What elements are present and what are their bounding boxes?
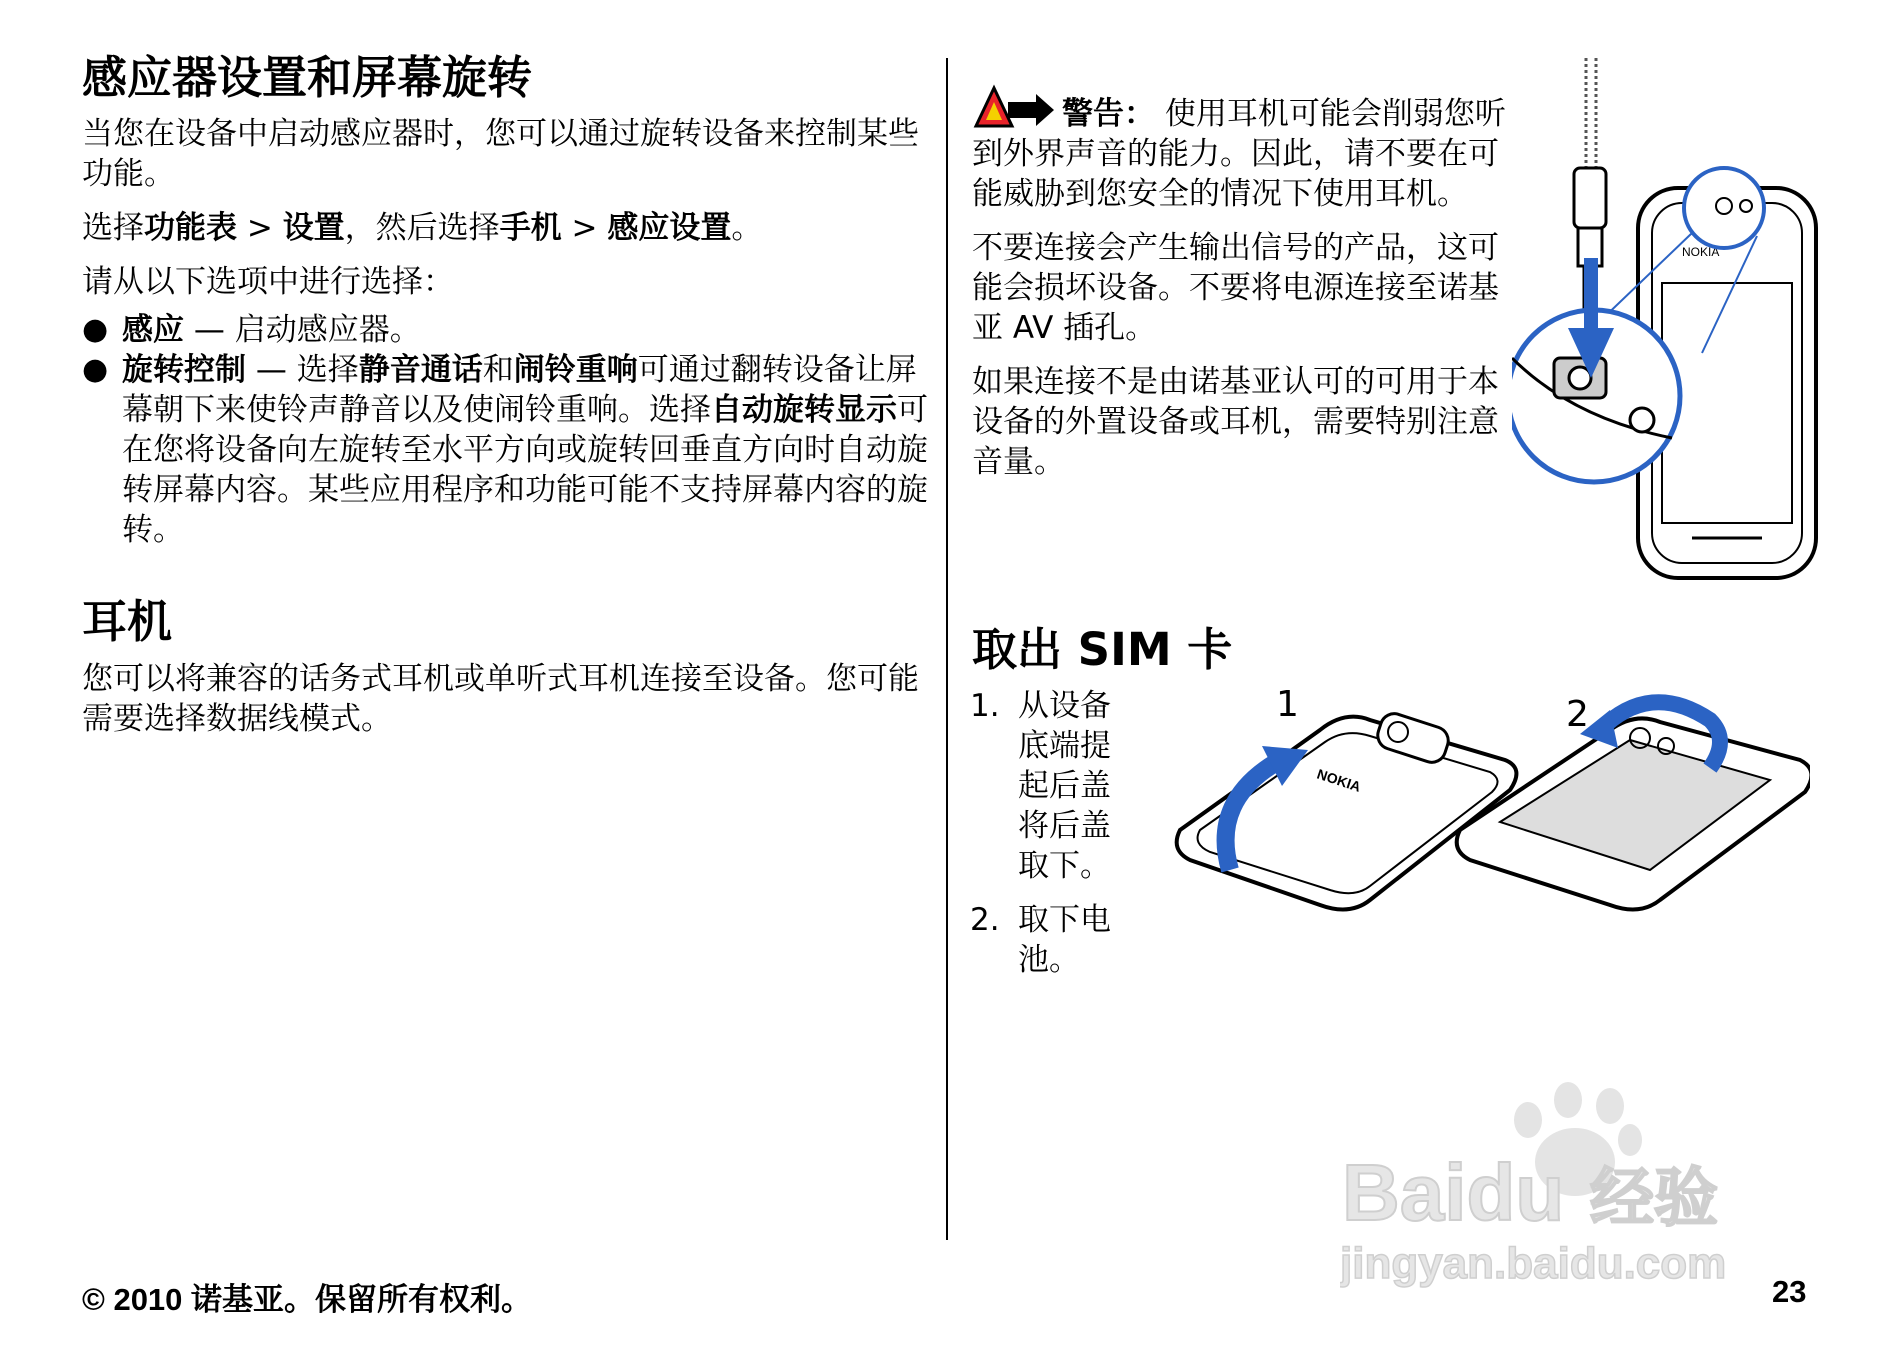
warning-label: 警告： [1062, 96, 1155, 132]
section-headset [82, 594, 932, 738]
figure-label-2: 2 [1566, 694, 1589, 735]
connect-warning: 不要连接会产生输出信号的产品，这可能会损坏设备。不要将电源连接至诺基亚 AV 插孔。 [972, 230, 1499, 346]
section-title-sensor: 感应器设置和屏幕旋转 [82, 51, 533, 104]
option-sub-term: 闹铃重响 [513, 352, 638, 389]
column-divider [946, 58, 948, 1240]
list-item [82, 310, 932, 350]
list-item [970, 900, 1140, 980]
phone-brand-text: NOKIA [1315, 765, 1363, 795]
warning-text: 使用耳机可能会削弱您听到外界声音的能力。因此，请不要在可能威胁到您安全的情况下使用耳机。 [972, 96, 1506, 212]
warning-icon [972, 84, 1056, 130]
page-number: 23 [1772, 1274, 1807, 1309]
sensor-intro: 当您在设备中启动感应器时，您可以通过旋转设备来控制某些功能。 [82, 116, 919, 193]
bullet-icon: ● [82, 352, 109, 388]
figure-label-1: 1 [1276, 690, 1299, 725]
path-sep: > [561, 210, 608, 247]
step-text: 从设备底端提起后盖将后盖取下。 [1018, 688, 1111, 884]
phone-brand-text: NOKIA [1682, 245, 1720, 259]
option-list [82, 310, 932, 550]
headset-connector-illustration [1512, 58, 1832, 588]
path-mid: ，然后选择 [344, 210, 500, 247]
phone-battery-open [1457, 694, 1810, 909]
option-desc: 可通过翻转设备让屏幕朝下来使铃声静音以及使闹铃重响。选择 [122, 352, 917, 429]
option-desc: — 启动感应器。 [184, 312, 421, 349]
choose-text: 请从以下选项中进行选择： [82, 264, 454, 301]
option-sub-term: 自动旋转显示 [711, 392, 897, 429]
bullet-icon: ● [82, 312, 109, 348]
headset-text: 您可以将兼容的话务式耳机或单听式耳机连接至设备。您可能需要选择数据线模式。 [82, 660, 919, 737]
section-title-headset: 耳机 [82, 595, 173, 649]
path-menu: 功能表 [144, 210, 237, 247]
path-sep: > [237, 210, 283, 247]
step-number: 1. [970, 688, 1000, 724]
watermark-brand-cn: 经验 [1590, 1162, 1718, 1236]
option-desc: 可在您将设备向左旋转至水平方向或旋转回垂直方向时自动旋转屏幕内容。某些应用程序和功能可能不支持屏幕内容的旋转。 [122, 392, 928, 549]
path-sensor: 感应设置 [607, 210, 732, 247]
path-prefix: 选择 [82, 210, 144, 247]
path-end: 。 [731, 210, 763, 247]
option-desc: — 选择 [246, 352, 359, 389]
left-column [82, 50, 932, 753]
volume-warning: 如果连接不是由诺基亚认可的可用于本设备的外置设备或耳机，需要特别注意音量。 [972, 364, 1499, 480]
path-settings: 设置 [282, 210, 345, 247]
watermark-brand: Baidu [1342, 1148, 1565, 1237]
copyright-footer: © 2010 诺基亚。保留所有权利。 [82, 1282, 533, 1317]
phone-back-cover [1177, 690, 1517, 909]
right-column [972, 88, 1512, 496]
list-item [970, 686, 1140, 886]
remove-back-cover-illustration [1170, 690, 1810, 930]
option-sub-term: 静音通话 [358, 352, 483, 389]
option-term: 感应 [122, 312, 184, 349]
baidu-watermark [1340, 1070, 1780, 1290]
section-title-sim: 取出 SIM 卡 [972, 623, 1233, 676]
list-item [82, 350, 932, 550]
step-number: 2. [970, 902, 1000, 938]
warning-paragraph [972, 84, 1512, 214]
option-desc: 和 [482, 352, 514, 389]
sensor-menu-path [82, 208, 932, 248]
watermark-url: jingyan.baidu.com [1340, 1239, 1727, 1288]
sim-steps [970, 686, 1140, 994]
step-text: 取下电池。 [1018, 902, 1111, 978]
path-phone: 手机 [499, 210, 562, 247]
option-term: 旋转控制 [122, 352, 246, 389]
